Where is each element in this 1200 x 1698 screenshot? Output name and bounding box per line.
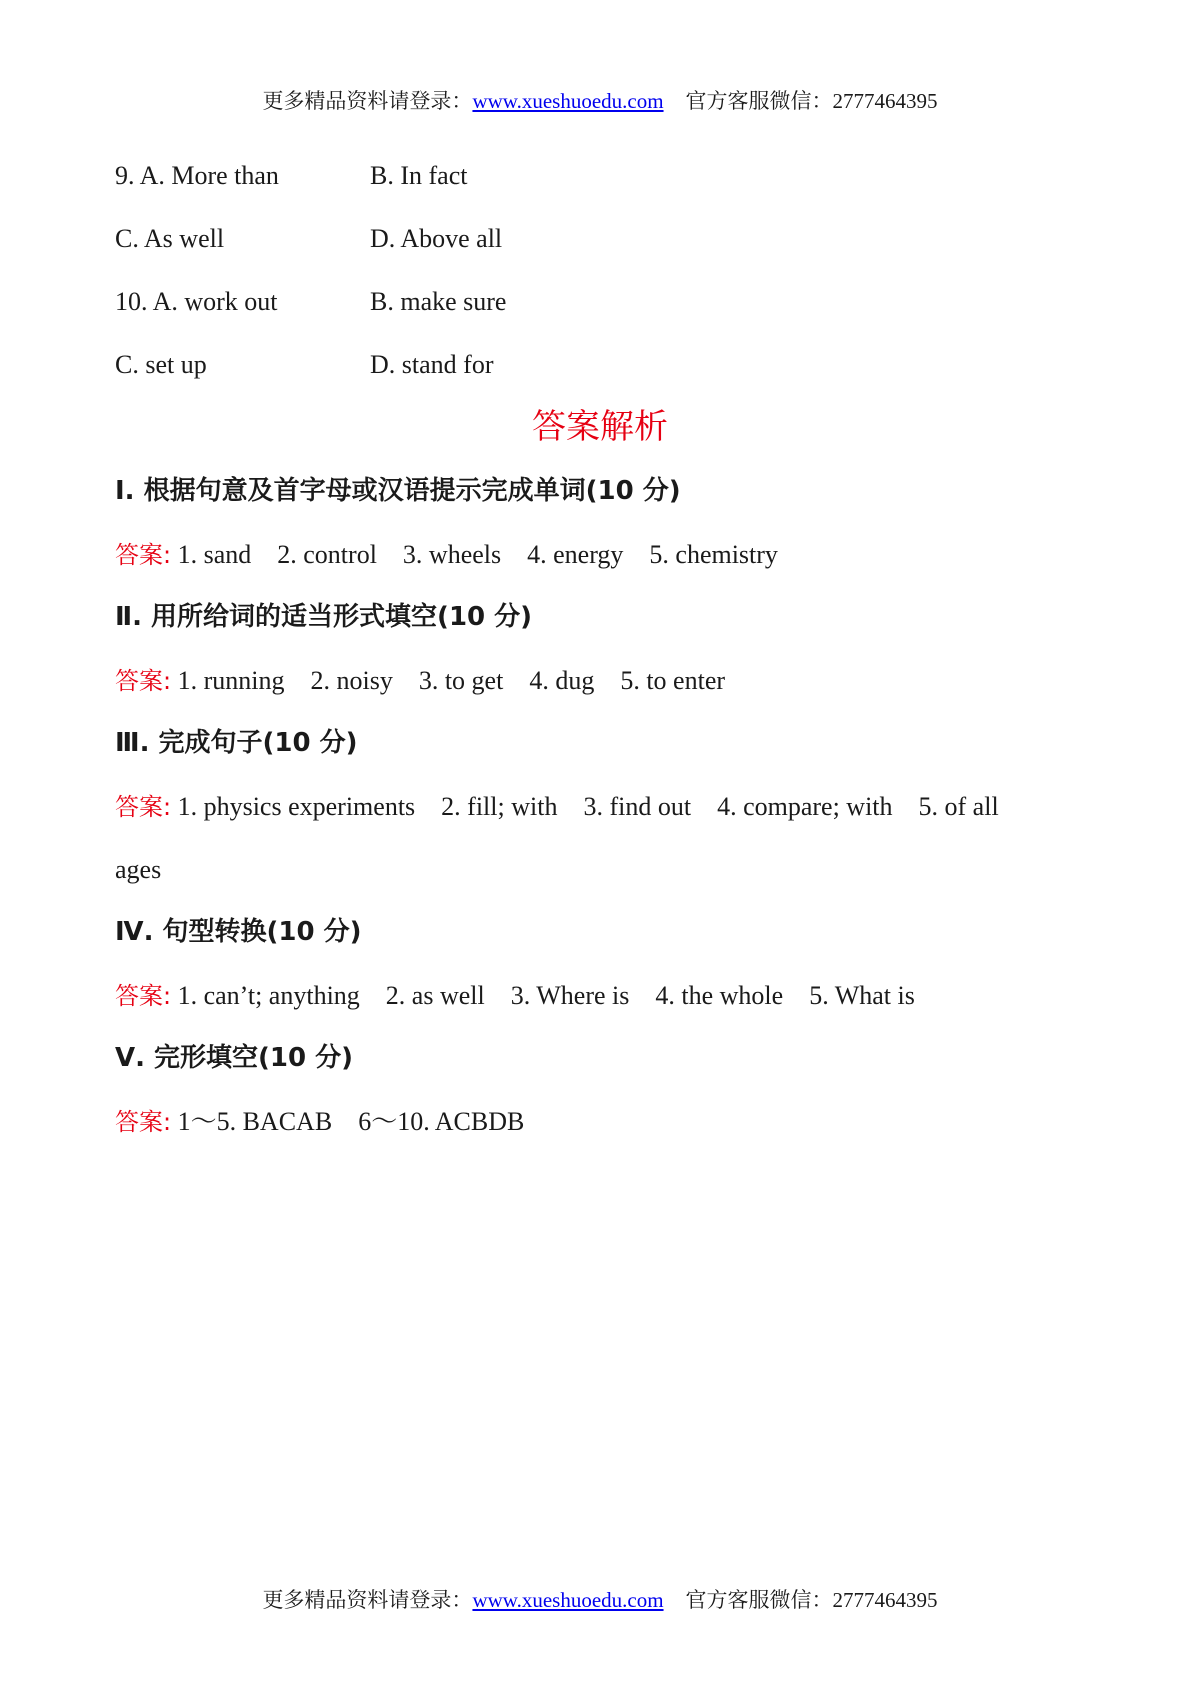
section-heading-2: Ⅱ. 用所给词的适当形式填空(10 分) xyxy=(115,602,533,632)
answer-item: 1. physics experiments xyxy=(177,792,416,821)
answer-item: 2. fill; with xyxy=(441,792,558,821)
answer-item: 1. can’t; anything xyxy=(177,981,360,1010)
header-prefix: 更多精品资料请登录： xyxy=(262,89,473,113)
answer-item: 5. chemistry xyxy=(649,540,778,569)
answer-continuation: ages xyxy=(115,855,162,884)
footer-prefix: 更多精品资料请登录： xyxy=(262,1588,473,1612)
answer-row-3 xyxy=(115,790,999,824)
answer-row-2 xyxy=(115,664,725,698)
section-heading-3: Ⅲ. 完成句子(10 分) xyxy=(115,728,358,758)
answer-label: 答案: xyxy=(115,1108,172,1136)
answer-item: 3. wheels xyxy=(402,540,502,569)
answer-item: 4. dug xyxy=(529,666,595,695)
page-header xyxy=(0,87,1200,115)
answer-item: 5. of all xyxy=(918,792,999,821)
answer-item: 1～5. BACAB xyxy=(177,1107,333,1136)
answer-item: 2. as well xyxy=(385,981,485,1010)
answer-item: 1. running xyxy=(177,666,285,695)
section-heading-1: Ⅰ. 根据句意及首字母或汉语提示完成单词(10 分) xyxy=(115,476,681,506)
answer-item: 3. Where is xyxy=(510,981,630,1010)
answer-row-1 xyxy=(115,538,778,572)
option-10b: B. make sure xyxy=(370,287,507,316)
footer-link[interactable]: www.xueshuoedu.com xyxy=(472,1588,664,1612)
answer-item: 2. control xyxy=(277,540,377,569)
answer-label: 答案: xyxy=(115,793,172,821)
section-heading-5: Ⅴ. 完形填空(10 分) xyxy=(115,1043,354,1073)
answer-title: 答案解析 xyxy=(532,407,668,447)
option-9d: D. Above all xyxy=(370,224,503,253)
answer-row-5 xyxy=(115,1105,524,1139)
answer-item: 5. to enter xyxy=(620,666,726,695)
option-10c: C. set up xyxy=(115,350,207,379)
option-9c: C. As well xyxy=(115,224,225,253)
answer-item: 3. find out xyxy=(583,792,692,821)
answer-row-4 xyxy=(115,979,915,1013)
header-service: 官方客服微信：2777464395 xyxy=(685,89,938,113)
footer-service: 官方客服微信：2777464395 xyxy=(685,1588,938,1612)
answer-item: 4. compare; with xyxy=(717,792,893,821)
section-heading-4: Ⅳ. 句型转换(10 分) xyxy=(115,917,362,947)
answer-item: 4. energy xyxy=(527,540,624,569)
answer-label: 答案: xyxy=(115,982,172,1010)
page-footer xyxy=(0,1586,1200,1614)
option-9b: B. In fact xyxy=(370,161,468,190)
option-10a: 10. A. work out xyxy=(115,287,278,316)
option-10d: D. stand for xyxy=(370,350,494,379)
answer-item: 5. What is xyxy=(809,981,915,1010)
answer-item: 3. to get xyxy=(418,666,504,695)
answer-label: 答案: xyxy=(115,541,172,569)
answer-item: 6～10. ACBDB xyxy=(358,1107,525,1136)
option-9a: 9. A. More than xyxy=(115,161,279,190)
answer-item: 4. the whole xyxy=(655,981,784,1010)
answer-item: 2. noisy xyxy=(310,666,393,695)
answer-label: 答案: xyxy=(115,667,172,695)
header-link[interactable]: www.xueshuoedu.com xyxy=(472,89,664,113)
answer-item: 1. sand xyxy=(177,540,252,569)
